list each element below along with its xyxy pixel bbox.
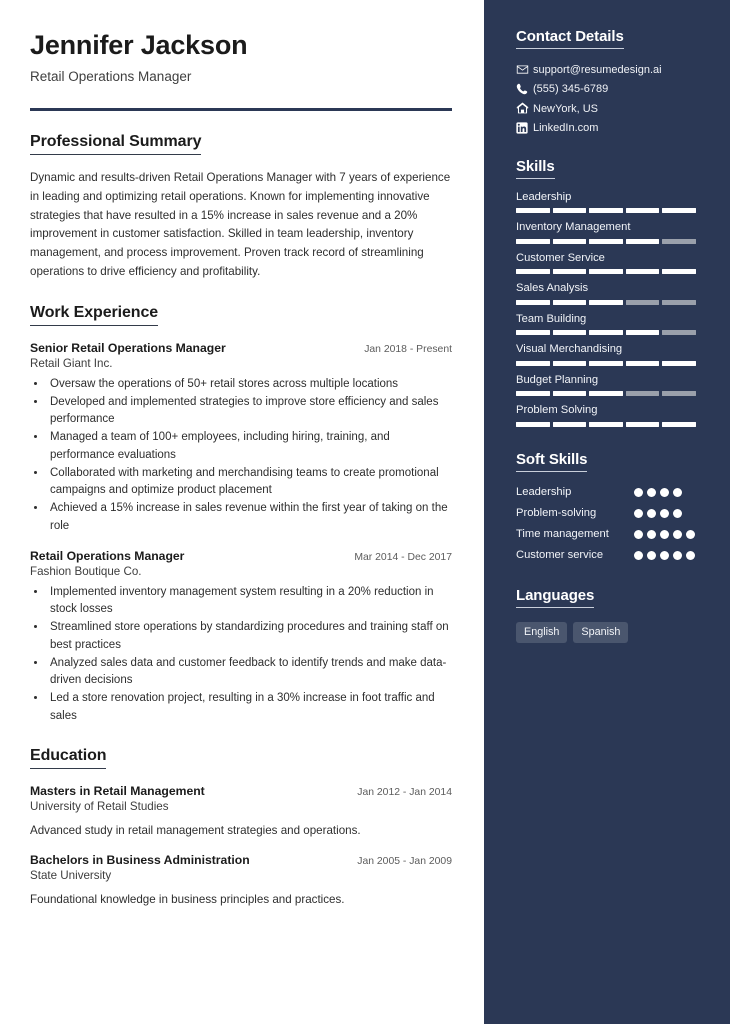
skill-level-bar — [516, 391, 696, 396]
skill-label: Team Building — [516, 312, 587, 325]
experience-bullet: • Analyzed sales data and customer feedback to identify trends and make data-driven decisions — [47, 655, 452, 690]
skill-item — [516, 374, 696, 396]
skill-bar-segment — [662, 208, 696, 213]
rating-dot — [647, 488, 656, 497]
contact-value: LinkedIn.com — [533, 122, 599, 134]
skill-bar-segment — [626, 269, 660, 274]
section-work-experience — [30, 304, 452, 725]
experience-entry-date: Jan 2018 - Present — [364, 343, 452, 355]
section-languages — [516, 587, 696, 643]
section-soft-skills — [516, 451, 696, 563]
section-professional-summary — [30, 133, 452, 282]
experience-bullet: • Implemented inventory management system resulting in a 20% reduction in stock losses — [47, 584, 452, 619]
experience-entry-title: Senior Retail Operations Manager — [30, 340, 226, 355]
soft-skill-label: Customer service — [516, 548, 604, 561]
education-heading: Education — [30, 747, 106, 769]
skill-bar-segment — [626, 422, 660, 427]
skill-bar-segment — [589, 330, 623, 335]
sidebar — [484, 0, 730, 1024]
rating-dot — [634, 551, 643, 560]
linkedin-icon — [516, 122, 533, 134]
summary-heading: Professional Summary — [30, 133, 201, 155]
skill-level-bar — [516, 269, 696, 274]
contact-item[interactable] — [516, 83, 696, 95]
soft-skill-item — [516, 527, 696, 542]
experience-bullet-list — [30, 584, 452, 725]
experience-entry-organization: Retail Giant Inc. — [30, 356, 113, 370]
soft-skill-rating — [634, 506, 696, 518]
experience-entry-list — [30, 341, 452, 725]
soft-skill-item — [516, 506, 696, 521]
header-divider — [30, 108, 452, 111]
experience-bullet: • Collaborated with marketing and merchandising teams to create promotional campaigns and optimize product placement — [47, 465, 452, 500]
education-entry — [30, 784, 452, 839]
education-entry-title: Bachelors in Business Administration — [30, 853, 250, 868]
experience-bullet: • Achieved a 15% increase in sales revenue within the first year of taking on the role — [47, 500, 452, 535]
rating-dot — [634, 488, 643, 497]
skill-bar-segment — [626, 208, 660, 213]
contact-item[interactable] — [516, 122, 696, 134]
contact-value: NewYork, US — [533, 102, 599, 115]
skill-bar-segment — [626, 300, 660, 305]
education-entry — [30, 853, 452, 908]
rating-dot — [634, 509, 643, 518]
skill-item — [516, 282, 696, 304]
soft-skill-item — [516, 548, 696, 563]
education-entry-description: Advanced study in retail management strategies and operations. — [30, 823, 361, 837]
skill-label: Budget Planning — [516, 373, 599, 386]
education-entry-organization: University of Retail Studies — [30, 799, 169, 813]
soft-skill-rating — [634, 485, 696, 497]
skill-item — [516, 404, 696, 426]
skill-level-bar — [516, 300, 696, 305]
skill-level-bar — [516, 361, 696, 366]
contact-list — [516, 63, 696, 134]
language-chip: English — [516, 622, 567, 643]
resume-header — [30, 30, 452, 111]
phone-icon — [516, 83, 533, 95]
skill-item — [516, 191, 696, 213]
languages-heading: Languages — [516, 587, 594, 608]
rating-dot — [647, 509, 656, 518]
skill-level-bar — [516, 239, 696, 244]
soft-skill-label: Time management — [516, 527, 609, 540]
summary-text: Dynamic and results-driven Retail Operations Manager with 7 years of experience in leading and optimizing retail operations. Known for implementing innovative strategies that have resulted in a 15% increase in sales revenue and a 20% improvement in customer satisfaction. Skilled in team leadership, inventory management, and process improvement. Proven track record of streamlining operations to drive efficiency and profitability. — [30, 171, 451, 278]
skill-bar-segment — [626, 391, 660, 396]
rating-dot — [660, 551, 669, 560]
rating-dot — [673, 509, 682, 518]
soft-skill-label: Leadership — [516, 485, 572, 498]
skill-label: Leadership — [516, 191, 572, 203]
rating-dot — [660, 488, 669, 497]
skill-bar-segment — [516, 361, 550, 366]
skill-bar-segment — [662, 361, 696, 366]
skill-bar-segment — [662, 391, 696, 396]
skill-bar-segment — [626, 361, 660, 366]
skill-level-bar — [516, 422, 696, 427]
skill-bar-segment — [626, 239, 660, 244]
candidate-name: Jennifer Jackson — [30, 30, 248, 60]
skill-label: Problem Solving — [516, 404, 598, 417]
skill-bar-segment — [626, 330, 660, 335]
skill-label: Visual Merchandising — [516, 343, 623, 356]
skill-label: Customer Service — [516, 251, 605, 264]
experience-bullet: • Led a store renovation project, resulting in a 30% increase in foot traffic and sales — [47, 690, 452, 725]
home-icon — [516, 102, 533, 115]
rating-dot — [673, 488, 682, 497]
envelope-icon — [516, 63, 533, 76]
experience-entry-header — [30, 341, 452, 355]
contact-heading: Contact Details — [516, 28, 624, 49]
skill-bar-segment — [553, 391, 587, 396]
skills-heading: Skills — [516, 158, 555, 179]
contact-value: support@resumedesign.ai — [533, 63, 662, 76]
skill-bar-segment — [516, 208, 550, 213]
education-entry-title: Masters in Retail Management — [30, 783, 205, 798]
language-list — [516, 622, 696, 643]
candidate-job-title: Retail Operations Manager — [30, 69, 192, 85]
soft-skills-heading: Soft Skills — [516, 451, 587, 472]
skill-item — [516, 252, 696, 274]
language-chip: Spanish — [573, 622, 628, 643]
rating-dot — [647, 551, 656, 560]
skill-bar-segment — [589, 300, 623, 305]
soft-skill-rating — [634, 548, 696, 560]
experience-bullet: • Managed a team of 100+ employees, including hiring, training, and performance evaluations — [47, 429, 452, 464]
rating-dot — [673, 551, 682, 560]
education-entry-header — [30, 784, 452, 798]
education-entry-date: Jan 2012 - Jan 2014 — [357, 786, 452, 798]
skill-bar-segment — [589, 422, 623, 427]
rating-dot — [660, 530, 669, 539]
rating-dot — [686, 530, 695, 539]
soft-skill-rating — [634, 527, 696, 539]
experience-heading: Work Experience — [30, 304, 158, 326]
experience-bullet-list — [30, 376, 452, 535]
skill-bar-segment — [553, 422, 587, 427]
skill-bar-segment — [553, 300, 587, 305]
skill-bar-segment — [553, 208, 587, 213]
experience-bullet: • Developed and implemented strategies to improve store efficiency and sales performance — [47, 394, 452, 429]
skill-bar-segment — [553, 330, 587, 335]
skill-bar-segment — [553, 361, 587, 366]
education-entry-organization: State University — [30, 869, 112, 883]
skill-bar-segment — [662, 330, 696, 335]
education-entry-list — [30, 784, 452, 909]
section-skills — [516, 158, 696, 427]
skill-label: Sales Analysis — [516, 282, 589, 295]
experience-entry-header — [30, 549, 452, 563]
skill-bar-segment — [589, 269, 623, 274]
skill-bar-segment — [516, 330, 550, 335]
skill-item — [516, 343, 696, 365]
skill-item — [516, 221, 696, 243]
skill-bar-segment — [553, 239, 587, 244]
experience-entry-organization: Fashion Boutique Co. — [30, 564, 142, 578]
experience-bullet: • Streamlined store operations by standardizing procedures and training staff on best practices — [47, 619, 452, 654]
experience-bullet: • Oversaw the operations of 50+ retail stores across multiple locations — [47, 376, 452, 393]
skill-level-bar — [516, 330, 696, 335]
soft-skill-list — [516, 485, 696, 563]
section-education — [30, 747, 452, 909]
skill-bar-segment — [662, 269, 696, 274]
experience-entry-title: Retail Operations Manager — [30, 548, 185, 563]
rating-dot — [634, 530, 643, 539]
education-entry-header — [30, 853, 452, 867]
skill-item — [516, 313, 696, 335]
contact-value: (555) 345-6789 — [533, 83, 609, 95]
rating-dot — [660, 509, 669, 518]
skill-bar-segment — [589, 361, 623, 366]
section-contact-details — [516, 28, 696, 134]
rating-dot — [673, 530, 682, 539]
contact-item[interactable] — [516, 63, 696, 76]
rating-dot — [686, 551, 695, 560]
soft-skill-item — [516, 485, 696, 500]
contact-item[interactable] — [516, 102, 696, 115]
skill-bar-segment — [589, 239, 623, 244]
skill-bar-segment — [516, 300, 550, 305]
experience-entry — [30, 341, 452, 535]
skill-bar-segment — [516, 422, 550, 427]
experience-entry — [30, 549, 452, 725]
skill-bar-segment — [516, 391, 550, 396]
skill-bar-segment — [516, 239, 550, 244]
skill-bar-segment — [662, 239, 696, 244]
skill-bar-segment — [516, 269, 550, 274]
skill-bar-segment — [589, 208, 623, 213]
skill-label: Inventory Management — [516, 221, 631, 234]
skill-level-bar — [516, 208, 696, 213]
skill-bar-segment — [662, 422, 696, 427]
education-entry-date: Jan 2005 - Jan 2009 — [357, 856, 452, 868]
soft-skill-label: Problem-solving — [516, 506, 597, 519]
education-entry-description: Foundational knowledge in business principles and practices. — [30, 893, 345, 907]
skill-bar-segment — [589, 391, 623, 396]
skill-list — [516, 191, 696, 427]
experience-entry-date: Mar 2014 - Dec 2017 — [354, 551, 452, 563]
rating-dot — [647, 530, 656, 539]
skill-bar-segment — [553, 269, 587, 274]
skill-bar-segment — [662, 300, 696, 305]
